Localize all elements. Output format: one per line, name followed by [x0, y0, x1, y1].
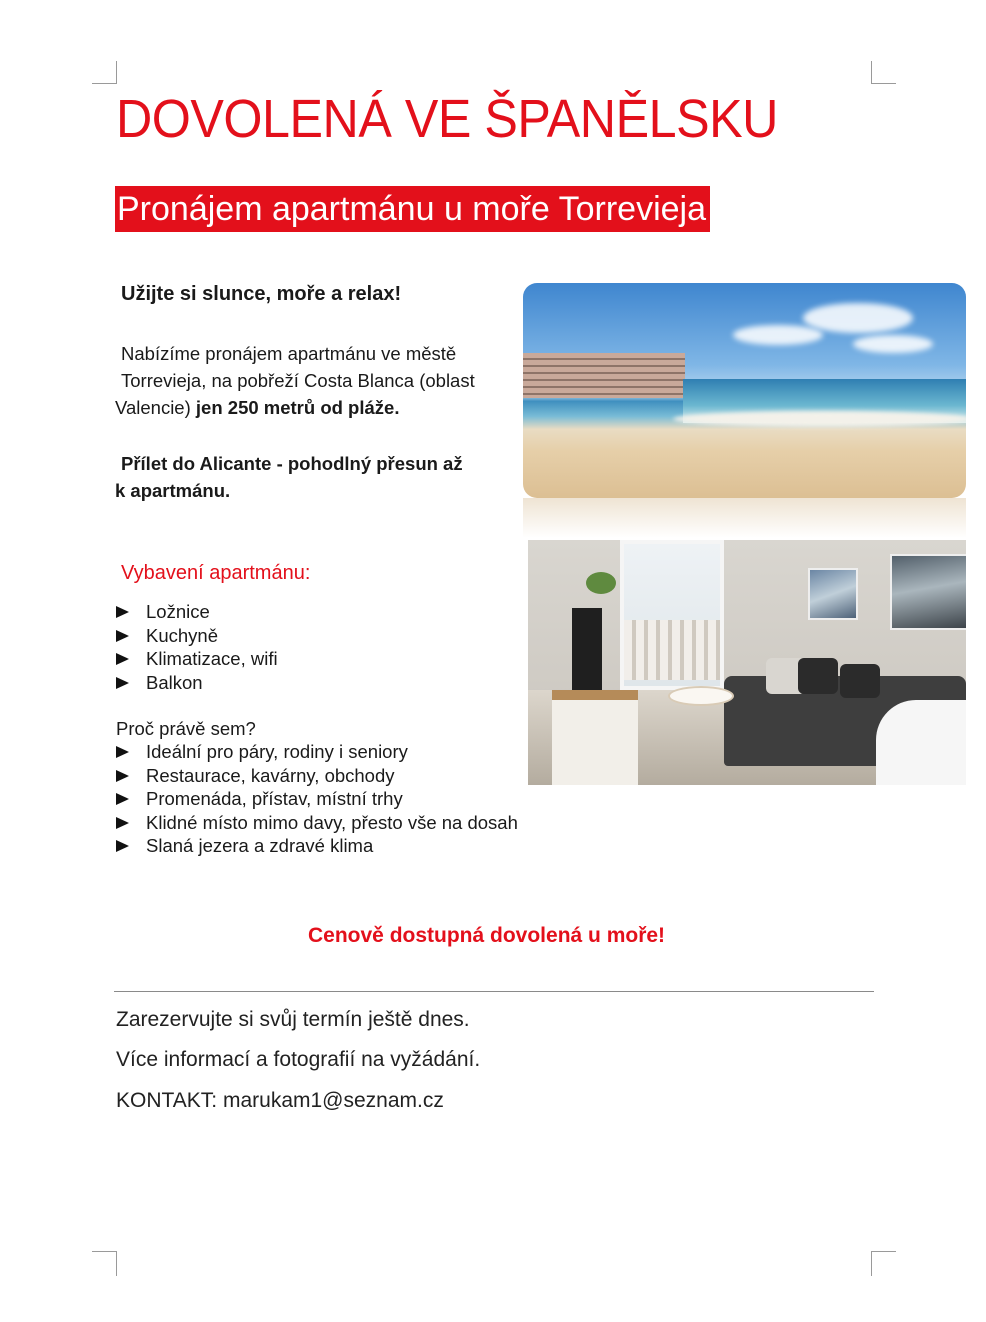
intro-p1-line1: Nabízíme pronájem apartmánu ve městě — [121, 343, 457, 364]
footer-reserve: Zarezervujte si svůj termín ještě dnes. — [116, 1008, 470, 1031]
apartment-interior-photo — [528, 540, 966, 785]
arrowhead-bullet-icon — [116, 840, 129, 852]
contact-label: KONTAKT: — [116, 1089, 218, 1112]
intro-paragraph-2 — [115, 450, 463, 504]
intro-p1-distance: jen 250 metrů od pláže. — [195, 397, 400, 418]
arrowhead-bullet-icon — [116, 653, 129, 665]
intro-p1-line2: Torrevieja, na pobřeží Costa Blanca (oblast — [121, 370, 475, 391]
arrowhead-bullet-icon — [116, 677, 129, 689]
intro-p2-line2: k apartmánu. — [115, 480, 231, 501]
beach-photo — [523, 283, 966, 498]
arrowhead-bullet-icon — [116, 817, 129, 829]
intro-p2-line1: Přílet do Alicante - pohodlný přesun až — [121, 453, 463, 474]
footer-contact — [116, 1087, 444, 1115]
crop-mark-top-left — [92, 61, 117, 84]
equipment-heading: Vybavení apartmánu: — [121, 562, 311, 584]
arrowhead-bullet-icon — [116, 746, 129, 758]
why-heading: Proč právě sem? — [116, 718, 256, 739]
intro-p1-line3 — [115, 394, 475, 421]
tagline: Cenově dostupná dovolená u moře! — [308, 924, 666, 947]
contact-email[interactable]: marukam1@seznam.cz — [222, 1089, 444, 1112]
crop-mark-bottom-left — [92, 1251, 117, 1276]
beach-photo-reflection — [523, 498, 966, 538]
crop-mark-top-right — [871, 61, 896, 84]
arrowhead-bullet-icon — [116, 606, 129, 618]
intro-paragraph-1 — [115, 340, 475, 421]
page-title: DOVOLENÁ VE ŠPANĚLSKU — [116, 89, 778, 149]
arrowhead-bullet-icon — [116, 770, 129, 782]
footer-info: Více informací a fotografií na vyžádání. — [116, 1048, 481, 1071]
arrowhead-bullet-icon — [116, 630, 129, 642]
intro-p1-line3-plain: Valencie) — [115, 397, 191, 418]
subtitle-banner: Pronájem apartmánu u moře Torrevieja — [115, 186, 710, 232]
divider — [114, 991, 874, 992]
crop-mark-bottom-right — [871, 1251, 896, 1276]
intro-lead: Užijte si slunce, moře a relax! — [121, 283, 402, 305]
arrowhead-bullet-icon — [116, 793, 129, 805]
